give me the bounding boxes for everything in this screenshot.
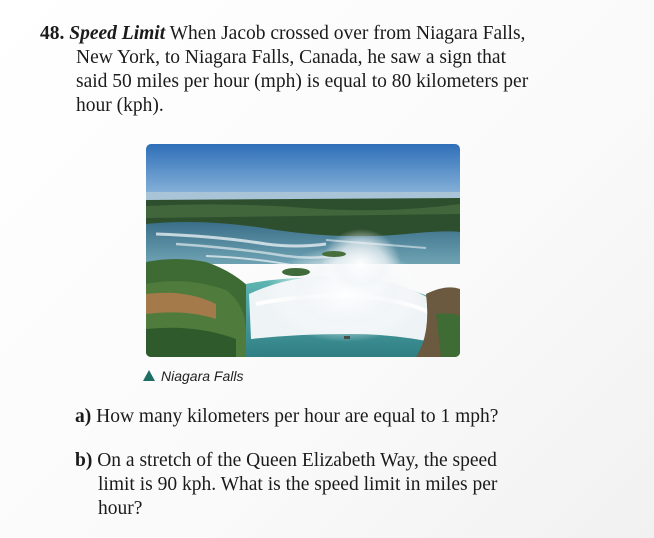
question-a [75,405,575,429]
caption-text: Niagara Falls [161,368,244,384]
problem-text-line-1: When Jacob crossed over from Niagara Falls, [169,23,526,44]
problem-number: 48. [40,23,65,44]
question-b-text-line-1: On a stretch of the Queen Elizabeth Way, the speed [97,450,497,471]
problem-text-line-2: New York, to Niagara Falls, Canada, he saw a sign that [76,47,506,68]
question-b [75,449,575,521]
problem-48 [40,22,600,118]
niagara-falls-photo [146,144,460,357]
problem-first-line [40,22,600,46]
question-a-label: a) [75,406,92,427]
question-b-text-line-3: hour? [98,498,143,519]
problem-text-line-3: said 50 miles per hour (mph) is equal to 80 kilometers per [76,71,529,92]
question-b-label: b) [75,450,93,471]
problem-text-line-4: hour (kph). [76,95,164,116]
question-b-line-1 [75,449,575,473]
figure-caption [143,368,243,384]
caption-triangle-icon [143,370,155,381]
problem-title: Speed Limit [69,23,166,44]
question-b-text-line-2: limit is 90 kph. What is the speed limit in miles per [98,474,498,495]
question-a-line-1 [75,405,575,429]
question-a-text: How many kilometers per hour are equal to 1 mph? [96,406,499,427]
